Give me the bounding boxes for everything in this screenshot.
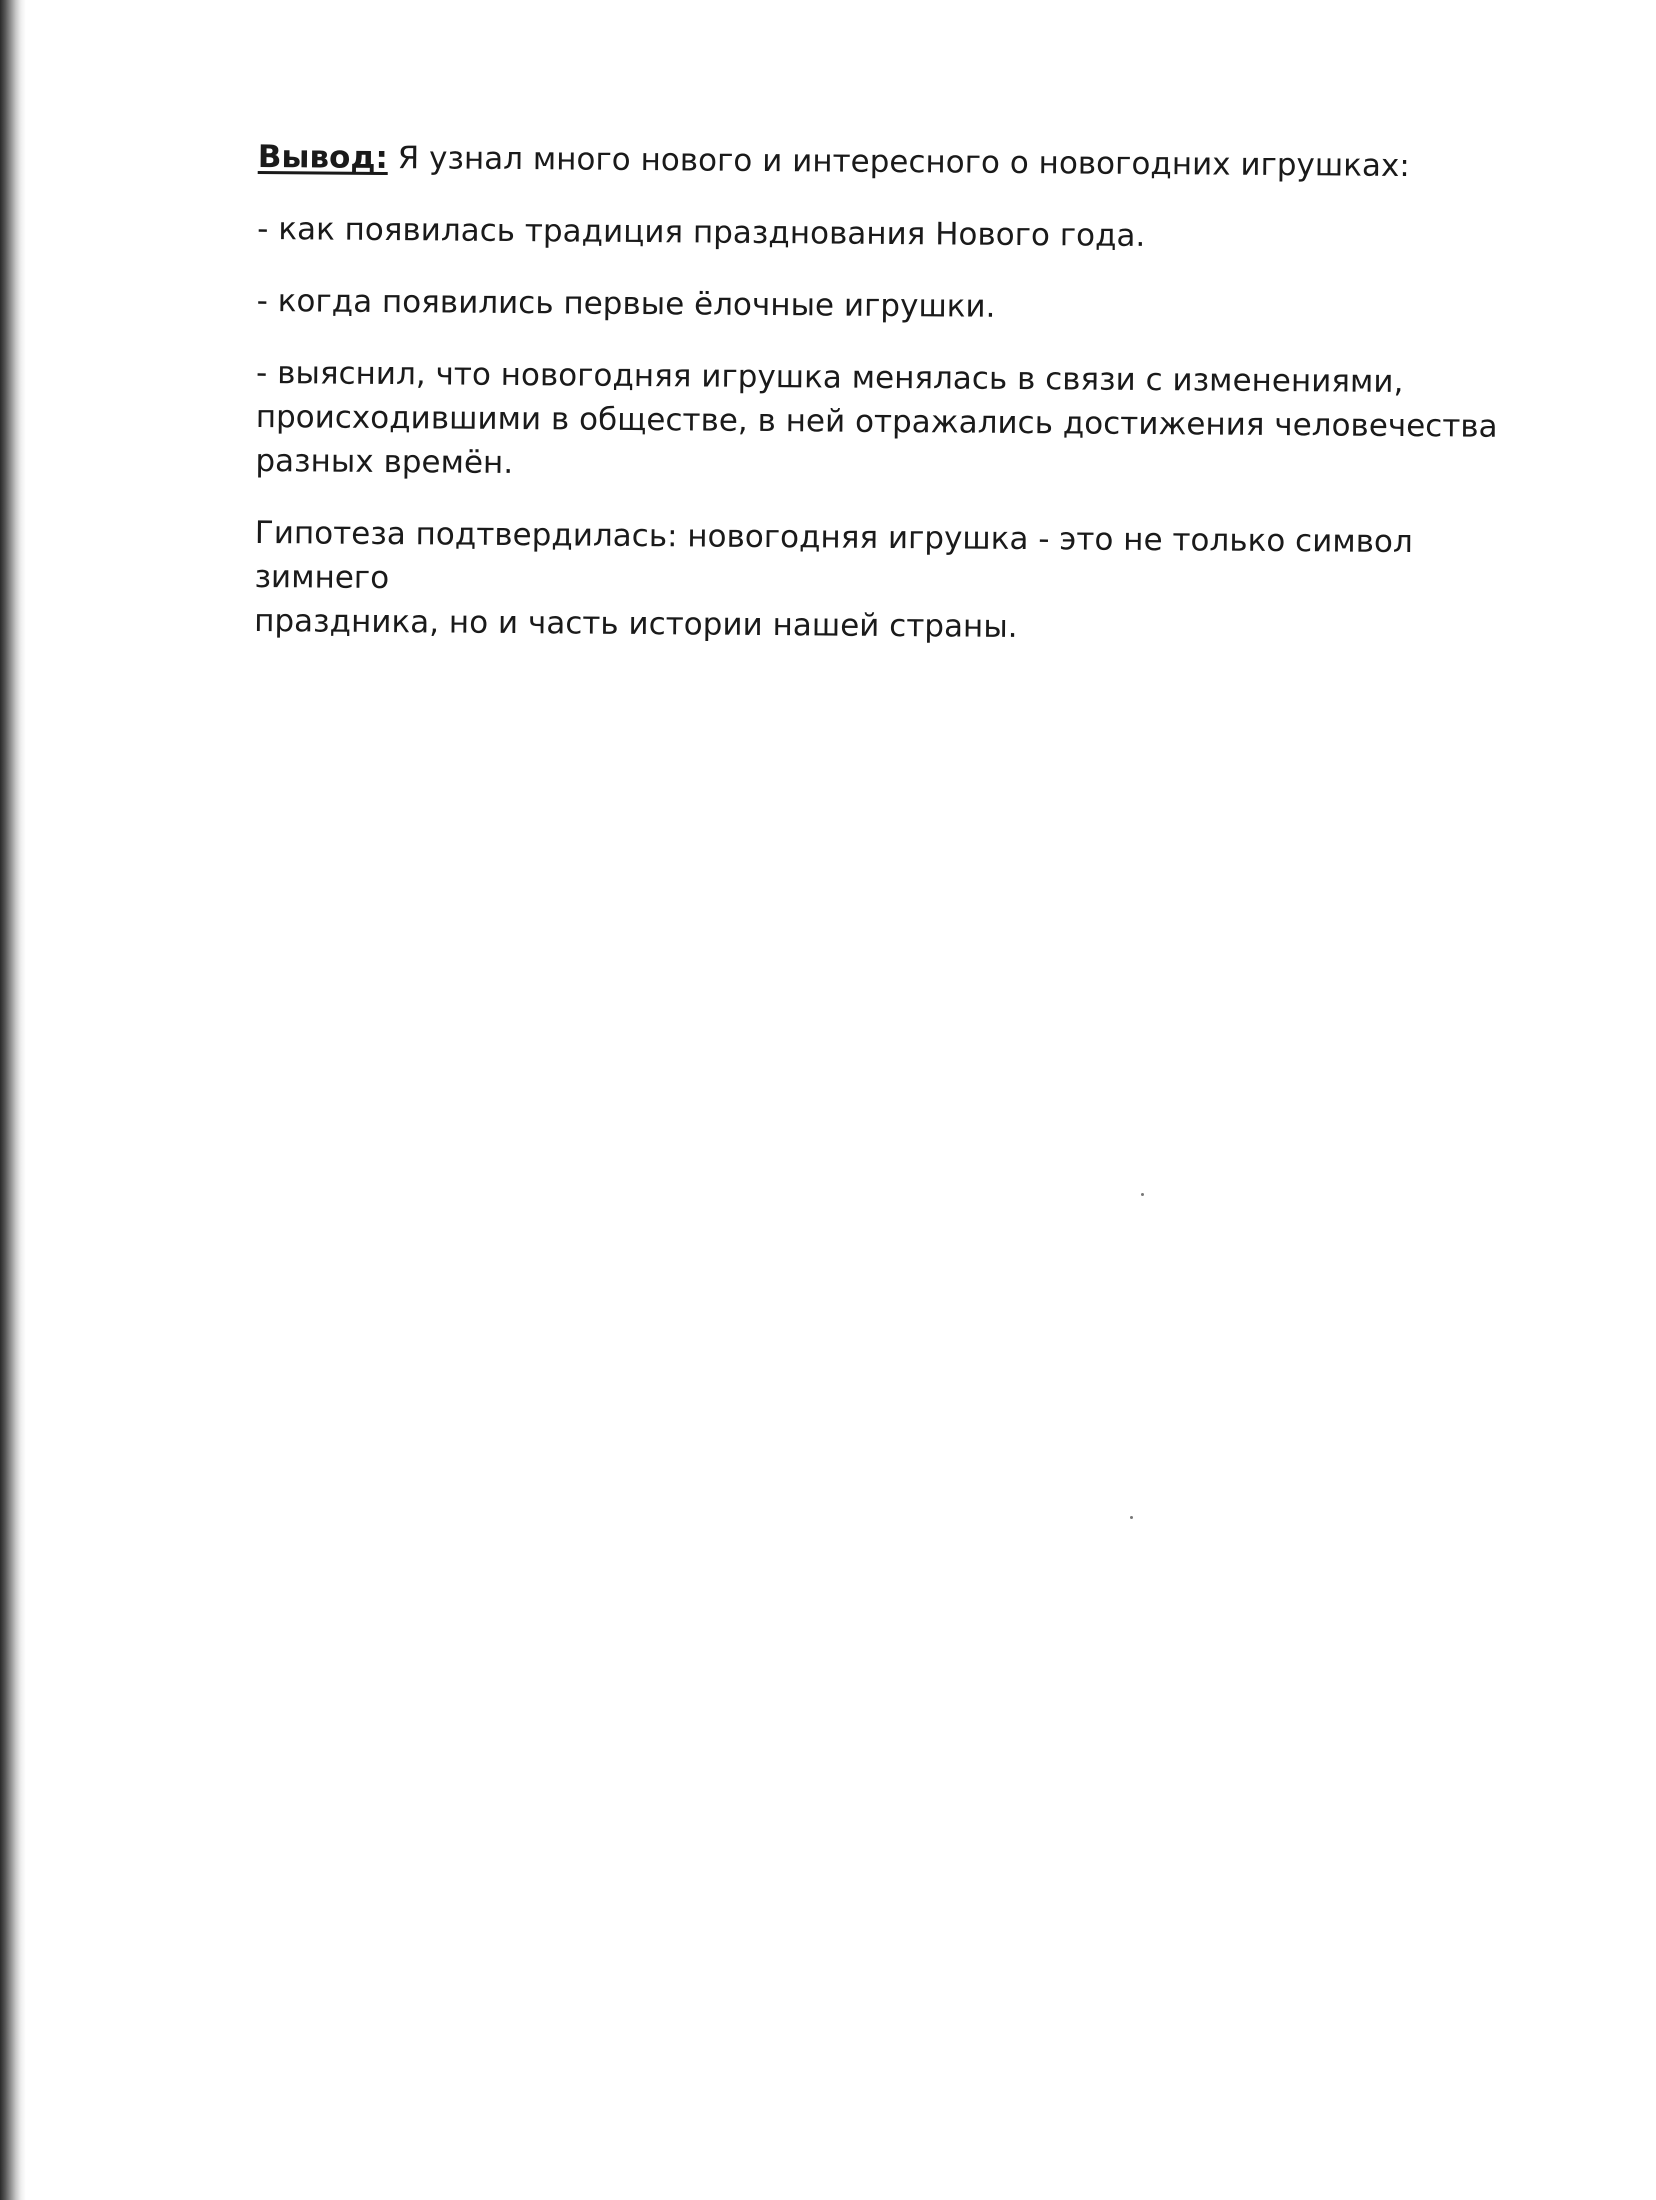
list-item: - когда появились первые ёлочные игрушки.	[256, 282, 996, 325]
conclusion-text: Я узнал много нового и интересного о новогодних игрушках:	[387, 140, 1410, 185]
scan-speck	[1130, 1516, 1133, 1519]
conclusion-label: Вывод:	[257, 138, 388, 177]
scan-shadow-edge	[0, 0, 26, 2200]
list-item: - выяснил, что новогодняя игрушка менялась в связи с изменениями, происходившими в обществе, в ней отражались достижения человечества разных времён.	[255, 354, 1498, 482]
document-body	[254, 135, 1558, 681]
conclusion-paragraph	[258, 135, 1558, 189]
hypothesis-paragraph: Гипотеза подтвердилась: новогодняя игрушка - это не только символ зимнего праздника, но и часть истории нашей страны.	[254, 514, 1413, 645]
scan-speck	[1141, 1193, 1144, 1196]
list-item: - как появилась традиция празднования Нового года.	[257, 210, 1146, 254]
